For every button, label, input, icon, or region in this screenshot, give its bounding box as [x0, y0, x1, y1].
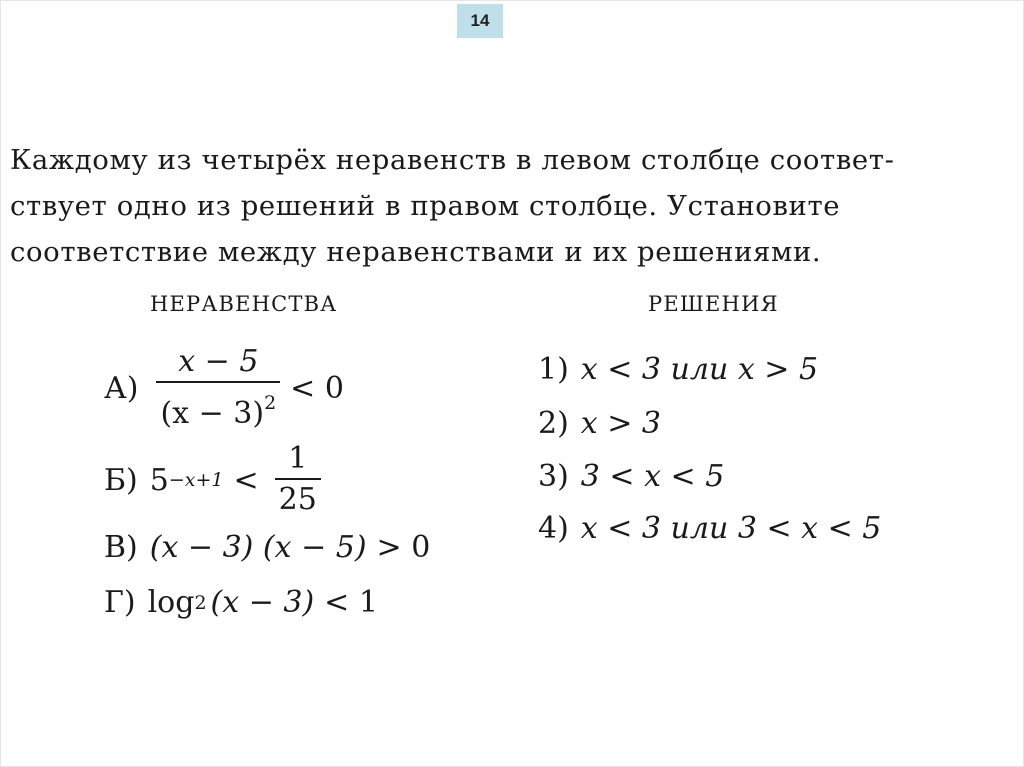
solution-text: x > 3 [580, 406, 662, 441]
inequality-relation: < 1 [324, 585, 378, 620]
page-number: 14 [470, 11, 490, 30]
task-line-3: соответствие между неравенствами и их решениями. [10, 236, 822, 268]
inequality-c [104, 530, 440, 565]
inequality-label: Б) [104, 462, 138, 498]
solution-2 [538, 406, 661, 441]
task-statement [10, 137, 1020, 275]
inequality-relation: < [233, 462, 259, 498]
page-number-badge [457, 4, 503, 38]
fraction-denominator: $(x - 3)^2$ [156, 381, 280, 432]
solution-3 [538, 459, 724, 494]
inequality-relation: > 0 [376, 530, 431, 565]
solution-text: 3 < x < 5 [580, 459, 725, 494]
solutions-column-title: РЕШЕНИЯ [648, 292, 779, 316]
power-exponent: −x+1 [168, 469, 224, 491]
solution-label: 1) [538, 352, 569, 387]
solution-text: x < 3 или x > 5 [580, 352, 819, 387]
fraction-numerator: x − 5 [178, 344, 259, 379]
solution-4 [538, 511, 881, 546]
fraction-denominator: 25 [275, 478, 321, 518]
inequalities-column-title: НЕРАВЕНСТВА [150, 292, 338, 316]
inequality-d [104, 585, 388, 620]
inequality-expression: (x − 3) (x − 5) [149, 530, 367, 565]
task-line-1: Каждому из четырёх неравенств в левом столбце соответ- [10, 144, 895, 176]
fraction-numerator: 1 [288, 441, 308, 476]
inequality-label: А) [104, 371, 139, 406]
log-base: 2 [194, 591, 207, 614]
solution-1 [538, 352, 818, 387]
task-line-2: ствует одно из решений в правом столбце. Установите [10, 190, 841, 222]
solution-label: 4) [538, 511, 569, 546]
solution-text: x < 3 или 3 < x < 5 [580, 511, 882, 546]
denominator-exponent: 2 [264, 392, 277, 414]
inequality-label: Г) [104, 585, 136, 620]
inequality-label: В) [104, 530, 138, 565]
solution-label: 2) [538, 406, 569, 441]
fraction [156, 345, 280, 432]
log-argument: (x − 3) [210, 585, 315, 620]
inequality-a [104, 345, 344, 432]
log-function: log [147, 585, 195, 620]
solution-label: 3) [538, 459, 569, 494]
fraction [275, 442, 321, 518]
power-base: 5 [149, 462, 169, 498]
inequality-b [104, 442, 331, 518]
inequality-relation: < 0 [290, 371, 344, 406]
